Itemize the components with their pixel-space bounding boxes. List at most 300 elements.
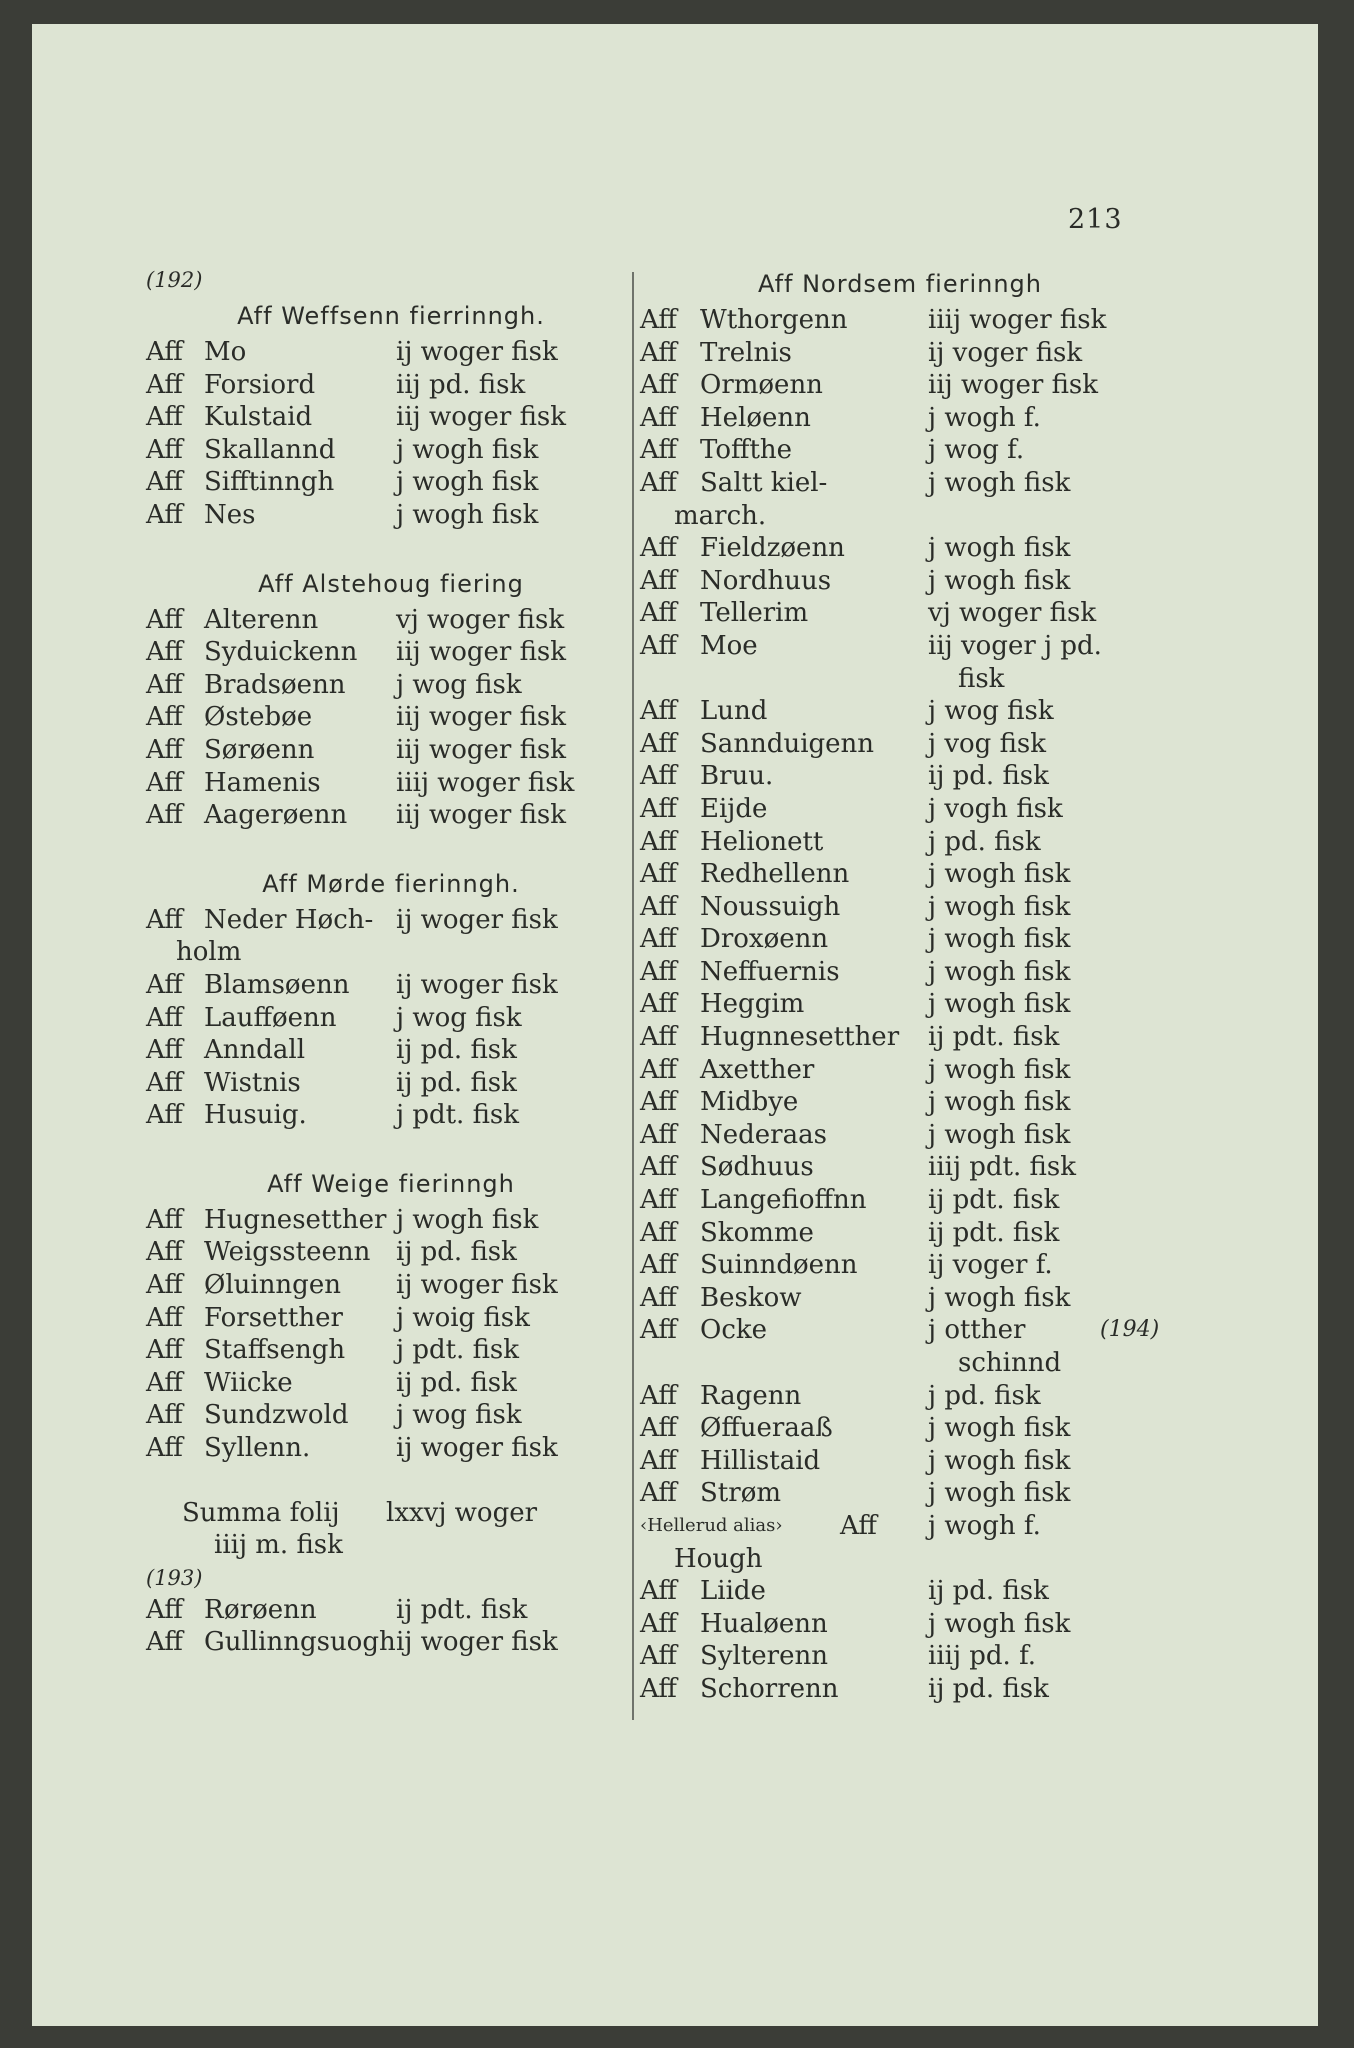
place-name: Skallannd bbox=[204, 434, 336, 465]
list-item bbox=[640, 1640, 1160, 1673]
place-name: Sundzwold bbox=[204, 1400, 349, 1431]
amount: iij woger fisk bbox=[396, 702, 567, 733]
amount: j wogh fisk bbox=[928, 1608, 1071, 1639]
amount: j wogh fisk bbox=[396, 499, 539, 530]
aff-label: Aff bbox=[640, 1641, 677, 1672]
place-name: Midbye bbox=[700, 1087, 799, 1118]
place-name: Saltt kiel- bbox=[700, 467, 828, 498]
amount: j wog fisk bbox=[928, 696, 1054, 727]
amount: j wogh fisk bbox=[928, 1413, 1071, 1444]
amount: j pdt. fisk bbox=[396, 1100, 520, 1131]
aff-label: Aff bbox=[146, 1067, 183, 1098]
aff-label: Aff bbox=[146, 1002, 183, 1033]
amount: iij pd. fisk bbox=[396, 369, 526, 400]
amount: iij woger fisk bbox=[396, 800, 567, 831]
spacer bbox=[146, 532, 636, 564]
place-name: Heløenn bbox=[700, 402, 811, 433]
amount-continuation: schinnd bbox=[958, 1348, 1062, 1378]
spacer bbox=[146, 1132, 636, 1164]
aff-label: Aff bbox=[146, 1237, 183, 1268]
section-heading: Aff Alstehoug fiering bbox=[258, 569, 524, 598]
page-marker: (193) bbox=[146, 1565, 203, 1590]
continuation-line bbox=[640, 663, 1160, 696]
aff-label: Aff bbox=[640, 1119, 677, 1150]
page-marker: (192) bbox=[146, 268, 203, 292]
list-item bbox=[146, 499, 636, 532]
amount: ij pd. fisk bbox=[396, 1067, 517, 1098]
amount: iij woger fisk bbox=[396, 637, 567, 668]
list-item bbox=[640, 1477, 1160, 1510]
place-name: Hugnnesetther bbox=[700, 1022, 900, 1053]
place-name: Sifftinngh bbox=[204, 467, 335, 498]
list-item bbox=[640, 434, 1160, 467]
amount: j wog fisk bbox=[396, 1002, 522, 1033]
continuation-line bbox=[640, 1347, 1160, 1380]
list-item bbox=[146, 767, 636, 800]
amount: iiij pdt. fisk bbox=[928, 1152, 1076, 1183]
place-name: Gullinngsuogh bbox=[204, 1627, 396, 1658]
amount: ij voger fisk bbox=[928, 337, 1083, 368]
amount: ij pd. fisk bbox=[928, 1673, 1049, 1704]
aff-label: Aff bbox=[640, 1608, 677, 1639]
aff-label: Aff bbox=[146, 402, 183, 433]
amount: j woig fisk bbox=[396, 1302, 530, 1333]
list-item bbox=[146, 369, 636, 402]
list-item bbox=[640, 1119, 1160, 1152]
place-name: Fieldzøenn bbox=[700, 533, 845, 564]
place-name: Hillistaid bbox=[700, 1445, 821, 1476]
list-item bbox=[640, 1021, 1160, 1054]
place-name: Toffthe bbox=[700, 435, 793, 466]
list-item bbox=[146, 1367, 636, 1400]
place-name: Noussuigh bbox=[700, 891, 841, 922]
section-heading: Aff Mørde fierinngh. bbox=[262, 869, 520, 898]
aff-label: Aff bbox=[146, 969, 183, 1000]
place-name: Syllenn. bbox=[204, 1433, 311, 1464]
list-item bbox=[640, 1282, 1160, 1315]
place-name: Wistnis bbox=[204, 1067, 301, 1098]
aff-label: Aff bbox=[640, 1152, 677, 1183]
aff-label: Aff bbox=[146, 1627, 183, 1658]
place-name: Aagerøenn bbox=[204, 800, 348, 831]
place-name: Moe bbox=[700, 630, 758, 661]
summa-label: Summa folij bbox=[182, 1497, 340, 1528]
amount: ij pd. fisk bbox=[396, 1367, 517, 1398]
amount: j pd. fisk bbox=[928, 1380, 1041, 1411]
list-item bbox=[146, 1594, 636, 1627]
amount: iij voger j pd. bbox=[928, 630, 1102, 661]
place-name: Skomme bbox=[700, 1217, 814, 1248]
amount: ij pdt. fisk bbox=[928, 1217, 1060, 1248]
aff-label: Aff bbox=[640, 1413, 677, 1444]
list-item bbox=[640, 891, 1160, 924]
list-item bbox=[640, 1151, 1160, 1184]
list-item bbox=[640, 1249, 1160, 1282]
place-name: Østebøe bbox=[204, 702, 313, 733]
place-name: Hough bbox=[674, 1543, 763, 1574]
place-name: Staffsengh bbox=[204, 1335, 346, 1366]
aff-label: Aff bbox=[640, 467, 677, 498]
list-item bbox=[640, 1673, 1160, 1706]
place-name: Mo bbox=[204, 337, 247, 367]
place-name: Alterenn bbox=[204, 604, 319, 635]
aff-label: Aff bbox=[640, 924, 677, 955]
place-name: Hualøenn bbox=[700, 1608, 828, 1639]
place-name: Tellerim bbox=[700, 598, 809, 629]
amount: j wogh fisk bbox=[928, 1445, 1071, 1476]
aff-label: Aff bbox=[640, 1022, 677, 1053]
place-name: Suinndøenn bbox=[700, 1250, 858, 1281]
amount: j wogh fisk bbox=[396, 467, 539, 498]
list-item bbox=[640, 1314, 1160, 1347]
amount: iiij woger fisk bbox=[396, 767, 575, 798]
list-item bbox=[640, 988, 1160, 1021]
aff-label: Aff bbox=[146, 1100, 183, 1131]
place-name: Øffueraaß bbox=[700, 1413, 833, 1444]
list-item bbox=[146, 336, 636, 369]
list-item bbox=[640, 728, 1160, 761]
list-item bbox=[640, 956, 1160, 989]
aff-label: Aff bbox=[640, 305, 677, 335]
page-marker: (194) bbox=[1100, 1317, 1160, 1343]
amount: j vog fisk bbox=[928, 728, 1047, 759]
aff-label: Aff bbox=[146, 1204, 183, 1235]
list-item bbox=[640, 1412, 1160, 1445]
aff-label: Aff bbox=[640, 1217, 677, 1248]
place-name: Ormøenn bbox=[700, 370, 823, 401]
amount: j pdt. fisk bbox=[396, 1335, 520, 1366]
aff-label: Aff bbox=[640, 1054, 677, 1085]
list-item bbox=[640, 1380, 1160, 1413]
list-item bbox=[640, 402, 1160, 435]
place-name: Wiicke bbox=[204, 1367, 293, 1398]
amount: iij woger fisk bbox=[396, 734, 567, 765]
amount: ij woger fisk bbox=[396, 904, 558, 935]
aff-label: Aff bbox=[640, 696, 677, 727]
list-item bbox=[640, 1445, 1160, 1478]
amount: j wogh fisk bbox=[928, 956, 1071, 987]
aff-label: Aff bbox=[146, 1400, 183, 1431]
list-item bbox=[640, 695, 1160, 728]
list-item bbox=[640, 826, 1160, 859]
list-item bbox=[146, 1002, 636, 1035]
amount: j otther bbox=[928, 1315, 1026, 1346]
place-name: Lund bbox=[700, 696, 768, 727]
list-item bbox=[640, 467, 1160, 500]
place-name: Droxøenn bbox=[700, 924, 829, 955]
aff-label: Aff bbox=[146, 767, 183, 798]
aff-label: Aff bbox=[146, 734, 183, 765]
amount: j wogh fisk bbox=[928, 859, 1071, 890]
list-item bbox=[640, 923, 1160, 956]
list-item bbox=[146, 1334, 636, 1367]
list-item bbox=[146, 1432, 636, 1465]
summa-line bbox=[146, 1497, 636, 1530]
place-name: Redhellenn bbox=[700, 859, 850, 890]
list-item bbox=[640, 1184, 1160, 1217]
aff-label: Aff bbox=[640, 1282, 677, 1313]
list-item bbox=[146, 1626, 636, 1659]
aff-label: Aff bbox=[146, 702, 183, 733]
spacer bbox=[146, 1465, 636, 1497]
amount: j wogh fisk bbox=[928, 1282, 1071, 1313]
list-item bbox=[640, 1217, 1160, 1250]
spacer bbox=[146, 832, 636, 864]
place-name: Trelnis bbox=[700, 337, 792, 368]
section-heading: Aff Nordsem fierinngh bbox=[758, 270, 1042, 298]
amount: ij pd. fisk bbox=[928, 761, 1049, 792]
aff-label: Aff bbox=[146, 499, 183, 530]
amount: ij pdt. fisk bbox=[928, 1022, 1060, 1053]
list-item bbox=[146, 904, 636, 937]
amount: j wogh fisk bbox=[928, 1478, 1071, 1509]
amount: ij pdt. fisk bbox=[396, 1594, 528, 1625]
aff-label: Aff bbox=[640, 728, 677, 759]
list-item bbox=[146, 701, 636, 734]
amount: j wogh fisk bbox=[928, 891, 1071, 922]
aff-label: Aff bbox=[640, 859, 677, 890]
continuation-line: holm bbox=[176, 937, 242, 968]
amount: j wogh fisk bbox=[928, 565, 1071, 596]
amount: j vogh fisk bbox=[928, 793, 1063, 824]
aff-label: Aff bbox=[146, 669, 183, 700]
amount: j wog fisk bbox=[396, 1400, 522, 1431]
aff-label: Aff bbox=[146, 904, 183, 935]
amount: j pd. fisk bbox=[928, 826, 1041, 857]
list-item bbox=[640, 1608, 1160, 1641]
list-item bbox=[640, 1510, 1160, 1543]
document-page bbox=[32, 24, 1318, 2026]
amount: vj woger fisk bbox=[928, 598, 1097, 629]
place-continuation: march. bbox=[674, 500, 767, 531]
place-name: Liide bbox=[700, 1576, 766, 1607]
aff-label: Aff bbox=[640, 630, 677, 661]
place-name: Neder Høch- bbox=[204, 904, 374, 935]
list-item bbox=[640, 304, 1160, 337]
place-name: Syduickenn bbox=[204, 637, 358, 668]
left-column bbox=[146, 264, 636, 1659]
place-name: Strøm bbox=[700, 1478, 781, 1509]
amount: iij woger fisk bbox=[928, 370, 1099, 401]
aff-label: Aff bbox=[640, 1087, 677, 1118]
place-name: Kulstaid bbox=[204, 402, 313, 433]
place-name: Sylterenn bbox=[700, 1641, 828, 1672]
aff-label: Aff bbox=[640, 793, 677, 824]
summa-amount: lxxvj woger bbox=[386, 1497, 538, 1528]
place-name: Helionett bbox=[700, 826, 824, 857]
aff-label: Aff bbox=[146, 1433, 183, 1464]
list-item bbox=[146, 401, 636, 434]
aff-label: Aff bbox=[146, 337, 183, 367]
amount: ij pd. fisk bbox=[396, 1237, 517, 1268]
continuation-line bbox=[640, 500, 1160, 533]
aff-label: Aff bbox=[640, 891, 677, 922]
amount: j wogh fisk bbox=[396, 434, 539, 465]
place-name: Sørøenn bbox=[204, 734, 315, 765]
aff-label: Aff bbox=[640, 989, 677, 1020]
place-name: Nordhuus bbox=[700, 565, 832, 596]
list-item bbox=[146, 1034, 636, 1067]
amount: iiij pd. f. bbox=[928, 1641, 1037, 1672]
aff-label: Aff bbox=[146, 369, 183, 400]
list-item bbox=[146, 1099, 636, 1132]
aff-label: Aff bbox=[640, 337, 677, 368]
amount: ij woger fisk bbox=[396, 337, 558, 367]
aff-label: Aff bbox=[146, 1302, 183, 1333]
place-name: Schorrenn bbox=[700, 1673, 839, 1704]
aff-label: Aff bbox=[640, 1576, 677, 1607]
amount: ij pd. fisk bbox=[396, 1035, 517, 1066]
aff-label: Aff bbox=[640, 1673, 677, 1704]
amount: ij woger fisk bbox=[396, 1433, 558, 1464]
aff-label: Aff bbox=[640, 435, 677, 466]
amount: ij voger f. bbox=[928, 1250, 1053, 1281]
amount: ij woger fisk bbox=[396, 1270, 558, 1301]
place-name: Øluinngen bbox=[204, 1270, 341, 1301]
aff-label: Aff bbox=[640, 1380, 677, 1411]
amount: ij pd. fisk bbox=[928, 1576, 1049, 1607]
place-name: Weigssteenn bbox=[204, 1237, 371, 1268]
amount: iiij woger fisk bbox=[928, 305, 1107, 335]
place-name: Blamsøenn bbox=[204, 969, 350, 1000]
place-name: Forsetther bbox=[204, 1302, 343, 1333]
list-item bbox=[640, 337, 1160, 370]
list-item bbox=[640, 858, 1160, 891]
place-name: Nes bbox=[204, 499, 256, 530]
place-name: Bradsøenn bbox=[204, 669, 346, 700]
aff-label: Aff bbox=[146, 467, 183, 498]
amount: j wogh fisk bbox=[928, 989, 1071, 1020]
amount: j wogh fisk bbox=[928, 924, 1071, 955]
amount: j wogh fisk bbox=[396, 1204, 539, 1235]
list-item bbox=[146, 1269, 636, 1302]
amount: j wogh fisk bbox=[928, 467, 1071, 498]
amount: ij woger fisk bbox=[396, 969, 558, 1000]
place-name: Wthorgenn bbox=[700, 305, 848, 335]
list-item bbox=[640, 760, 1160, 793]
place-name: Beskow bbox=[700, 1282, 802, 1313]
list-item bbox=[146, 1236, 636, 1269]
amount: iij woger fisk bbox=[396, 402, 567, 433]
aff-label: Aff bbox=[146, 637, 183, 668]
place-name: Ragenn bbox=[700, 1380, 802, 1411]
amount: vj woger fisk bbox=[396, 604, 565, 635]
list-item bbox=[146, 636, 636, 669]
place-name: Sødhuus bbox=[700, 1152, 814, 1183]
aff-label: Aff bbox=[840, 1510, 877, 1541]
section-heading: Aff Weige fierinngh bbox=[267, 1169, 515, 1198]
place-name: Ocke bbox=[700, 1315, 768, 1346]
aff-label: Aff bbox=[146, 1270, 183, 1301]
list-item bbox=[146, 1399, 636, 1432]
aff-label: Aff bbox=[146, 1367, 183, 1398]
list-item bbox=[146, 1302, 636, 1335]
place-name: Laufføenn bbox=[204, 1002, 337, 1033]
list-item bbox=[146, 434, 636, 467]
aff-label: Aff bbox=[640, 565, 677, 596]
amount: j wogh fisk bbox=[928, 1087, 1071, 1118]
amount: j wogh fisk bbox=[928, 1054, 1071, 1085]
amount: ij woger fisk bbox=[396, 1627, 558, 1658]
list-item bbox=[640, 1575, 1160, 1608]
place-name: Rørøenn bbox=[204, 1594, 317, 1625]
list-item bbox=[640, 369, 1160, 402]
list-item bbox=[640, 532, 1160, 565]
list-item bbox=[640, 630, 1160, 663]
place-name: Eijde bbox=[700, 793, 768, 824]
list-item bbox=[146, 799, 636, 832]
continuation-line bbox=[640, 1543, 1160, 1576]
place-name: Nederaas bbox=[700, 1119, 827, 1150]
aff-label: Aff bbox=[640, 598, 677, 629]
aff-label: Aff bbox=[640, 826, 677, 857]
list-item bbox=[640, 793, 1160, 826]
aff-label: Aff bbox=[640, 1315, 677, 1346]
alias-note: ‹Hellerud alias› bbox=[640, 1514, 783, 1536]
amount: j wog f. bbox=[928, 435, 1025, 466]
column-divider bbox=[632, 272, 634, 1720]
section-heading: Aff Weffsenn fierrinngh. bbox=[237, 302, 545, 330]
summa-amount-cont: iiij m. fisk bbox=[214, 1530, 343, 1561]
list-item bbox=[146, 969, 636, 1002]
place-name: Neffuernis bbox=[700, 956, 840, 987]
place-name: Axetther bbox=[700, 1054, 815, 1085]
amount: j wogh fisk bbox=[928, 533, 1071, 564]
aff-label: Aff bbox=[146, 1594, 183, 1625]
aff-label: Aff bbox=[640, 1478, 677, 1509]
list-item bbox=[146, 669, 636, 702]
aff-label: Aff bbox=[146, 604, 183, 635]
amount: j wog fisk bbox=[396, 669, 522, 700]
list-item bbox=[146, 734, 636, 767]
list-item bbox=[640, 1086, 1160, 1119]
place-name: Anndall bbox=[204, 1035, 306, 1066]
place-name: Langefioffnn bbox=[700, 1185, 867, 1216]
place-name: Bruu. bbox=[700, 761, 774, 792]
aff-label: Aff bbox=[640, 402, 677, 433]
list-item bbox=[146, 1067, 636, 1100]
aff-label: Aff bbox=[640, 956, 677, 987]
list-item bbox=[146, 466, 636, 499]
place-name: Hugnesetther bbox=[204, 1204, 387, 1235]
aff-label: Aff bbox=[146, 434, 183, 465]
list-item bbox=[640, 565, 1160, 598]
aff-label: Aff bbox=[640, 533, 677, 564]
place-name: Heggim bbox=[700, 989, 805, 1020]
amount-continuation: fisk bbox=[958, 663, 1005, 694]
right-column bbox=[640, 264, 1160, 1706]
aff-label: Aff bbox=[640, 761, 677, 792]
place-name: Hamenis bbox=[204, 767, 321, 798]
amount: j wogh f. bbox=[928, 402, 1041, 433]
place-name: Husuig. bbox=[204, 1100, 307, 1131]
page-number: 213 bbox=[1068, 204, 1123, 235]
list-item bbox=[146, 1204, 636, 1237]
amount: j wogh fisk bbox=[928, 1119, 1071, 1150]
aff-label: Aff bbox=[146, 800, 183, 831]
place-name: Forsiord bbox=[204, 369, 316, 400]
amount: ij pdt. fisk bbox=[928, 1185, 1060, 1216]
list-item bbox=[640, 597, 1160, 630]
amount: j wogh f. bbox=[928, 1510, 1041, 1541]
aff-label: Aff bbox=[640, 1185, 677, 1216]
aff-label: Aff bbox=[146, 1035, 183, 1066]
list-item bbox=[146, 604, 636, 637]
list-item bbox=[640, 1054, 1160, 1087]
aff-label: Aff bbox=[640, 1250, 677, 1281]
aff-label: Aff bbox=[640, 1445, 677, 1476]
aff-label: Aff bbox=[146, 1335, 183, 1366]
